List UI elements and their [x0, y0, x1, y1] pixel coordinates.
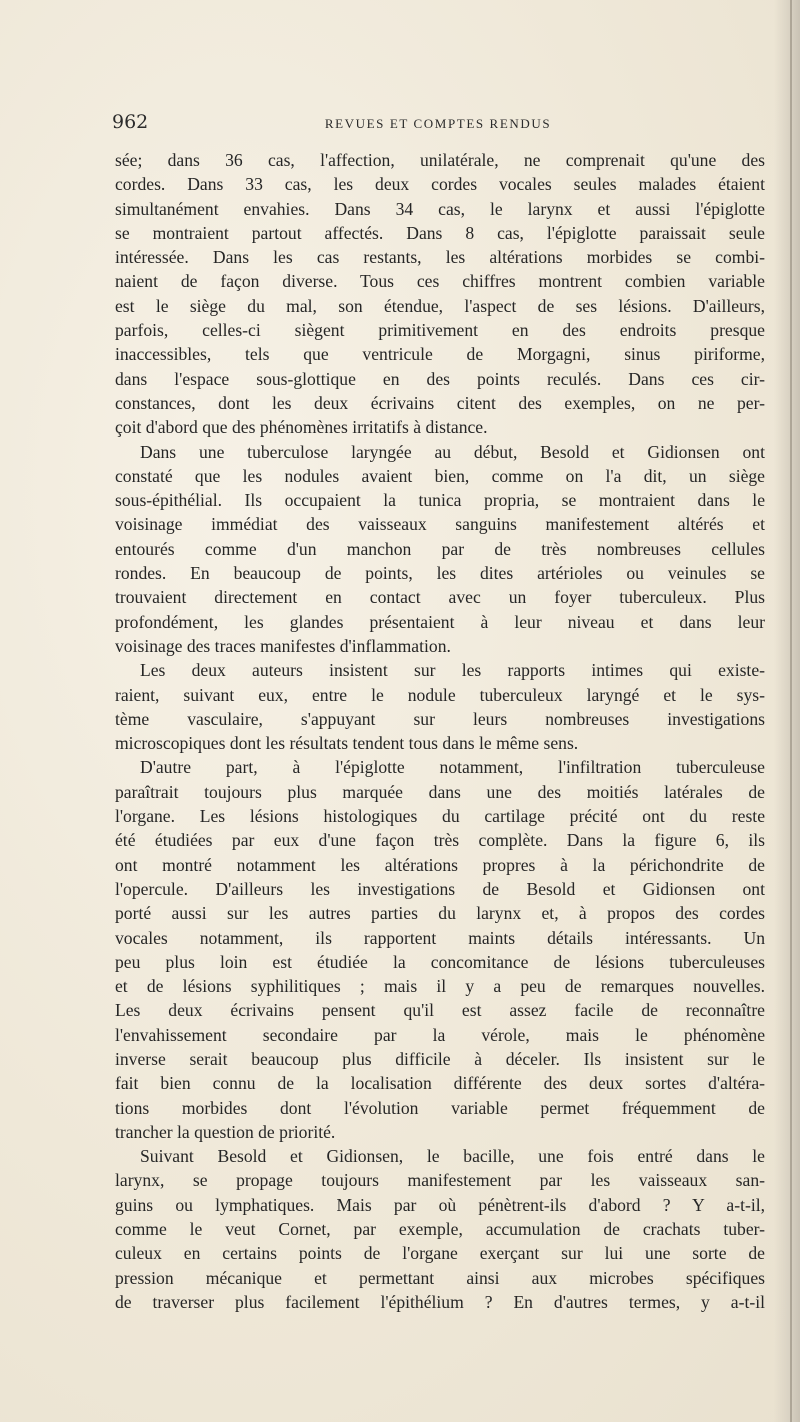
text-line: l'envahissement secondaire par la vérole, mais le phénomène [115, 1024, 765, 1045]
text-line: porté aussi sur les autres parties du larynx et, à propos des cordes [115, 903, 765, 924]
text-line: pression mécanique et permettant ainsi aux microbes spécifiques [115, 1267, 765, 1288]
text-line: intéressée. Dans les cas restants, les altérations morbides se combi- [115, 247, 765, 268]
text-line: parfois, celles-ci siègent primitivement en des endroits presque [115, 320, 765, 341]
text-line: profondément, les glandes présentaient à leur niveau et dans leur [115, 611, 765, 632]
text-line: et de lésions syphilitiques ; mais il y a peu de remarques nouvelles. [115, 976, 765, 997]
text-line: se montraient partout affectés. Dans 8 cas, l'épiglotte paraissait seule [115, 222, 765, 243]
text-line: inverse serait beaucoup plus difficile à déceler. Ils insistent sur le [115, 1048, 765, 1069]
text-line: entourés comme d'un manchon par de très nombreuses cellules [115, 538, 765, 559]
text-line: de traverser plus facilement l'épithélium ? En d'autres termes, y a-t-il [115, 1291, 765, 1312]
text-line: fait bien connu de la localisation différente des deux sortes d'altéra- [115, 1073, 765, 1094]
text-line: trancher la question de priorité. [115, 1121, 336, 1142]
text-line: l'organe. Les lésions histologiques du cartilage précité ont du reste [115, 806, 765, 827]
text-line: voisinage des traces manifestes d'inflammation. [115, 635, 451, 656]
text-line: guins ou lymphatiques. Mais par où pénètrent-ils d'abord ? Y a-t-il, [115, 1194, 765, 1215]
text-line: été étudiées par eux d'une façon très complète. Dans la figure 6, ils [115, 830, 765, 851]
text-line: simultanément envahies. Dans 34 cas, le larynx et aussi l'épiglotte [115, 198, 765, 219]
text-line: sous-épithélial. Ils occupaient la tunica propria, se montraient dans le [115, 490, 765, 511]
text-line: est le siège du mal, son étendue, l'aspect de ses lésions. D'ailleurs, [115, 295, 765, 316]
page-edge-line [790, 0, 792, 1422]
text-line: trouvaient directement en contact avec un foyer tuberculeux. Plus [115, 587, 765, 608]
text-line: sée; dans 36 cas, l'affection, unilatérale, ne comprenait qu'une des [115, 150, 765, 170]
text-line: dans l'espace sous-glottique en des points reculés. Dans ces cir- [115, 368, 765, 389]
text-line: tions morbides dont l'évolution variable permet fréquemment de [115, 1097, 765, 1118]
text-line: Les deux écrivains pensent qu'il est assez facile de reconnaître [115, 1000, 765, 1021]
text-line: paraîtrait toujours plus marquée dans une des moitiés latérales de [115, 781, 765, 802]
text-line: rondes. En beaucoup de points, les dites artérioles ou veinules se [115, 563, 765, 584]
text-line: cordes. Dans 33 cas, les deux cordes vocales seules malades étaient [115, 174, 765, 195]
text-line: microscopiques dont les résultats tendent tous dans le même sens. [115, 733, 579, 754]
text-line: peu plus loin est étudiée la concomitance de lésions tuberculeuses [115, 951, 765, 972]
text-line: D'autre part, à l'épiglotte notamment, l'infiltration tuberculeuse [140, 757, 765, 778]
text-line: naient de façon diverse. Tous ces chiffres montrent combien variable [115, 271, 765, 292]
text-line: constaté que les nodules avaient bien, comme on l'a dit, un siège [115, 465, 765, 486]
text-line: voisinage immédiat des vaisseaux sanguins manifestement altérés et [115, 514, 765, 535]
body-text [115, 148, 765, 1314]
text-line: constances, dont les deux écrivains citent des exemples, on ne per- [115, 392, 765, 413]
page-edge-shadow [774, 0, 800, 1422]
text-line: inaccessibles, tels que ventricule de Morgagni, sinus piriforme, [115, 344, 765, 365]
page-header [112, 111, 764, 137]
text-line: larynx, se propage toujours manifestement par les vaisseaux san- [115, 1170, 765, 1191]
page-number: 962 [112, 111, 149, 133]
text-line: culeux en certains points de l'organe exerçant sur lui une sorte de [115, 1243, 765, 1264]
running-head: REVUES ET COMPTES RENDUS [324, 116, 552, 131]
text-line: l'opercule. D'ailleurs les investigations de Besold et Gidionsen ont [115, 878, 765, 899]
text-line: comme le veut Cornet, par exemple, accumulation de crachats tuber- [115, 1219, 765, 1240]
text-line: Dans une tuberculose laryngée au début, Besold et Gidionsen ont [140, 441, 765, 462]
text-line: vocales notamment, ils rapportent maints détails intéressants. Un [115, 927, 765, 948]
text-line: Suivant Besold et Gidionsen, le bacille, une fois entré dans le [140, 1146, 765, 1167]
text-line: ont montré notamment les altérations propres à la périchondrite de [115, 854, 765, 875]
text-line: çoit d'abord que des phénomènes irritatifs à distance. [115, 417, 488, 438]
text-line: raient, suivant eux, entre le nodule tuberculeux laryngé et le sys- [115, 684, 765, 705]
text-line: Les deux auteurs insistent sur les rapports intimes qui existe- [140, 660, 765, 681]
text-line: tème vasculaire, s'appuyant sur leurs nombreuses investigations [115, 708, 765, 729]
